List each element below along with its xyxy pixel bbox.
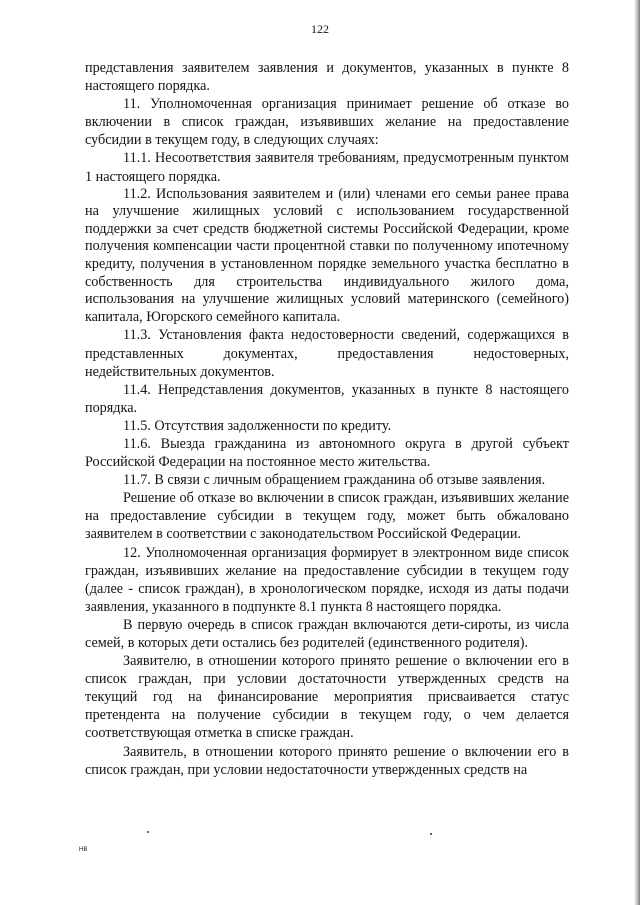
footer-mark: НВ	[79, 847, 88, 853]
paragraph-appeal: Решение об отказе во включении в список граждан, изъявивших желание на предоставление субсидии в текущем году, может быть обжаловано заявителем в соответствии с законодательством Российской Федерации.	[85, 490, 569, 543]
paragraph-status-insufficient: Заявитель, в отношении которого принято решение о включении его в список граждан, при условии недостаточности утвержденных средств на	[85, 743, 569, 778]
page-number: 122	[311, 22, 329, 36]
paragraph-clause-11-6: 11.6. Выезда гражданина из автономного округа в другой субъект Российской Федерации на постоянное место жительства.	[85, 435, 569, 471]
paragraph-clause-11-5: 11.5. Отсутствия задолженности по кредиту.	[123, 417, 392, 434]
paragraph-priority: В первую очередь в список граждан включаются дети-сироты, из числа семей, в которых дети остались без родителей (единственного родителя).	[85, 616, 569, 651]
scan-speck	[147, 831, 149, 833]
paragraph-continuation: представления заявителем заявления и документов, указанных в пункте 8 настоящего порядка.	[85, 60, 569, 95]
paragraph-clause-11: 11. Уполномоченная организация принимает решение об отказе во включении в список граждан, изъявивших желание на предоставление субсидии в текущем году, в следующих случаях:	[85, 96, 569, 149]
paragraph-clause-11-2: 11.2. Использования заявителем и (или) членами его семьи ранее права на улучшение жилищных условий с использованием государственной поддержки за счет средств бюджетной системы Российской Федерации, кроме получения компенсации части процентной ставки по полученному ипотечному кредиту, получения в установленном порядке земельного участка бесплатно в собственность для строительства индивидуального жилого дома, использования на улучшение жилищных условий материнского (семейного) капитала, Югорского семейного капитала.	[85, 185, 569, 325]
scan-edge	[634, 0, 640, 905]
paragraph-clause-11-3: 11.3. Установления факта недостоверности сведений, содержащихся в представленных документах, предоставления недостоверных, недействительных документов.	[85, 327, 569, 380]
paragraph-clause-11-4: 11.4. Непредставления документов, указанных в пункте 8 настоящего порядка.	[85, 381, 569, 416]
paragraph-clause-11-1: 11.1. Несоответствия заявителя требованиям, предусмотренным пунктом 1 настоящего порядка.	[85, 150, 569, 185]
paragraph-status-sufficient: Заявителю, в отношении которого принято решение о включении его в список граждан, при условии достаточности утвержденных средств на текущий год на финансирование мероприятия присваивается статус претендента на получение субсидии в текущем году, о чем делается соответствующая отметка в списке граждан.	[85, 653, 569, 742]
document-body	[85, 59, 569, 779]
scan-speck	[430, 833, 432, 835]
paragraph-clause-11-7: 11.7. В связи с личным обращением гражданина об отзыве заявления.	[123, 472, 546, 489]
paragraph-clause-12: 12. Уполномоченная организация формирует в электронном виде список граждан, изъявивших желание на предоставление субсидии в текущем году (далее - список граждан), в хронологическом порядке, исходя из даты подачи заявления, указанного в подпункте 8.1 пункта 8 настоящего порядка.	[85, 544, 569, 615]
